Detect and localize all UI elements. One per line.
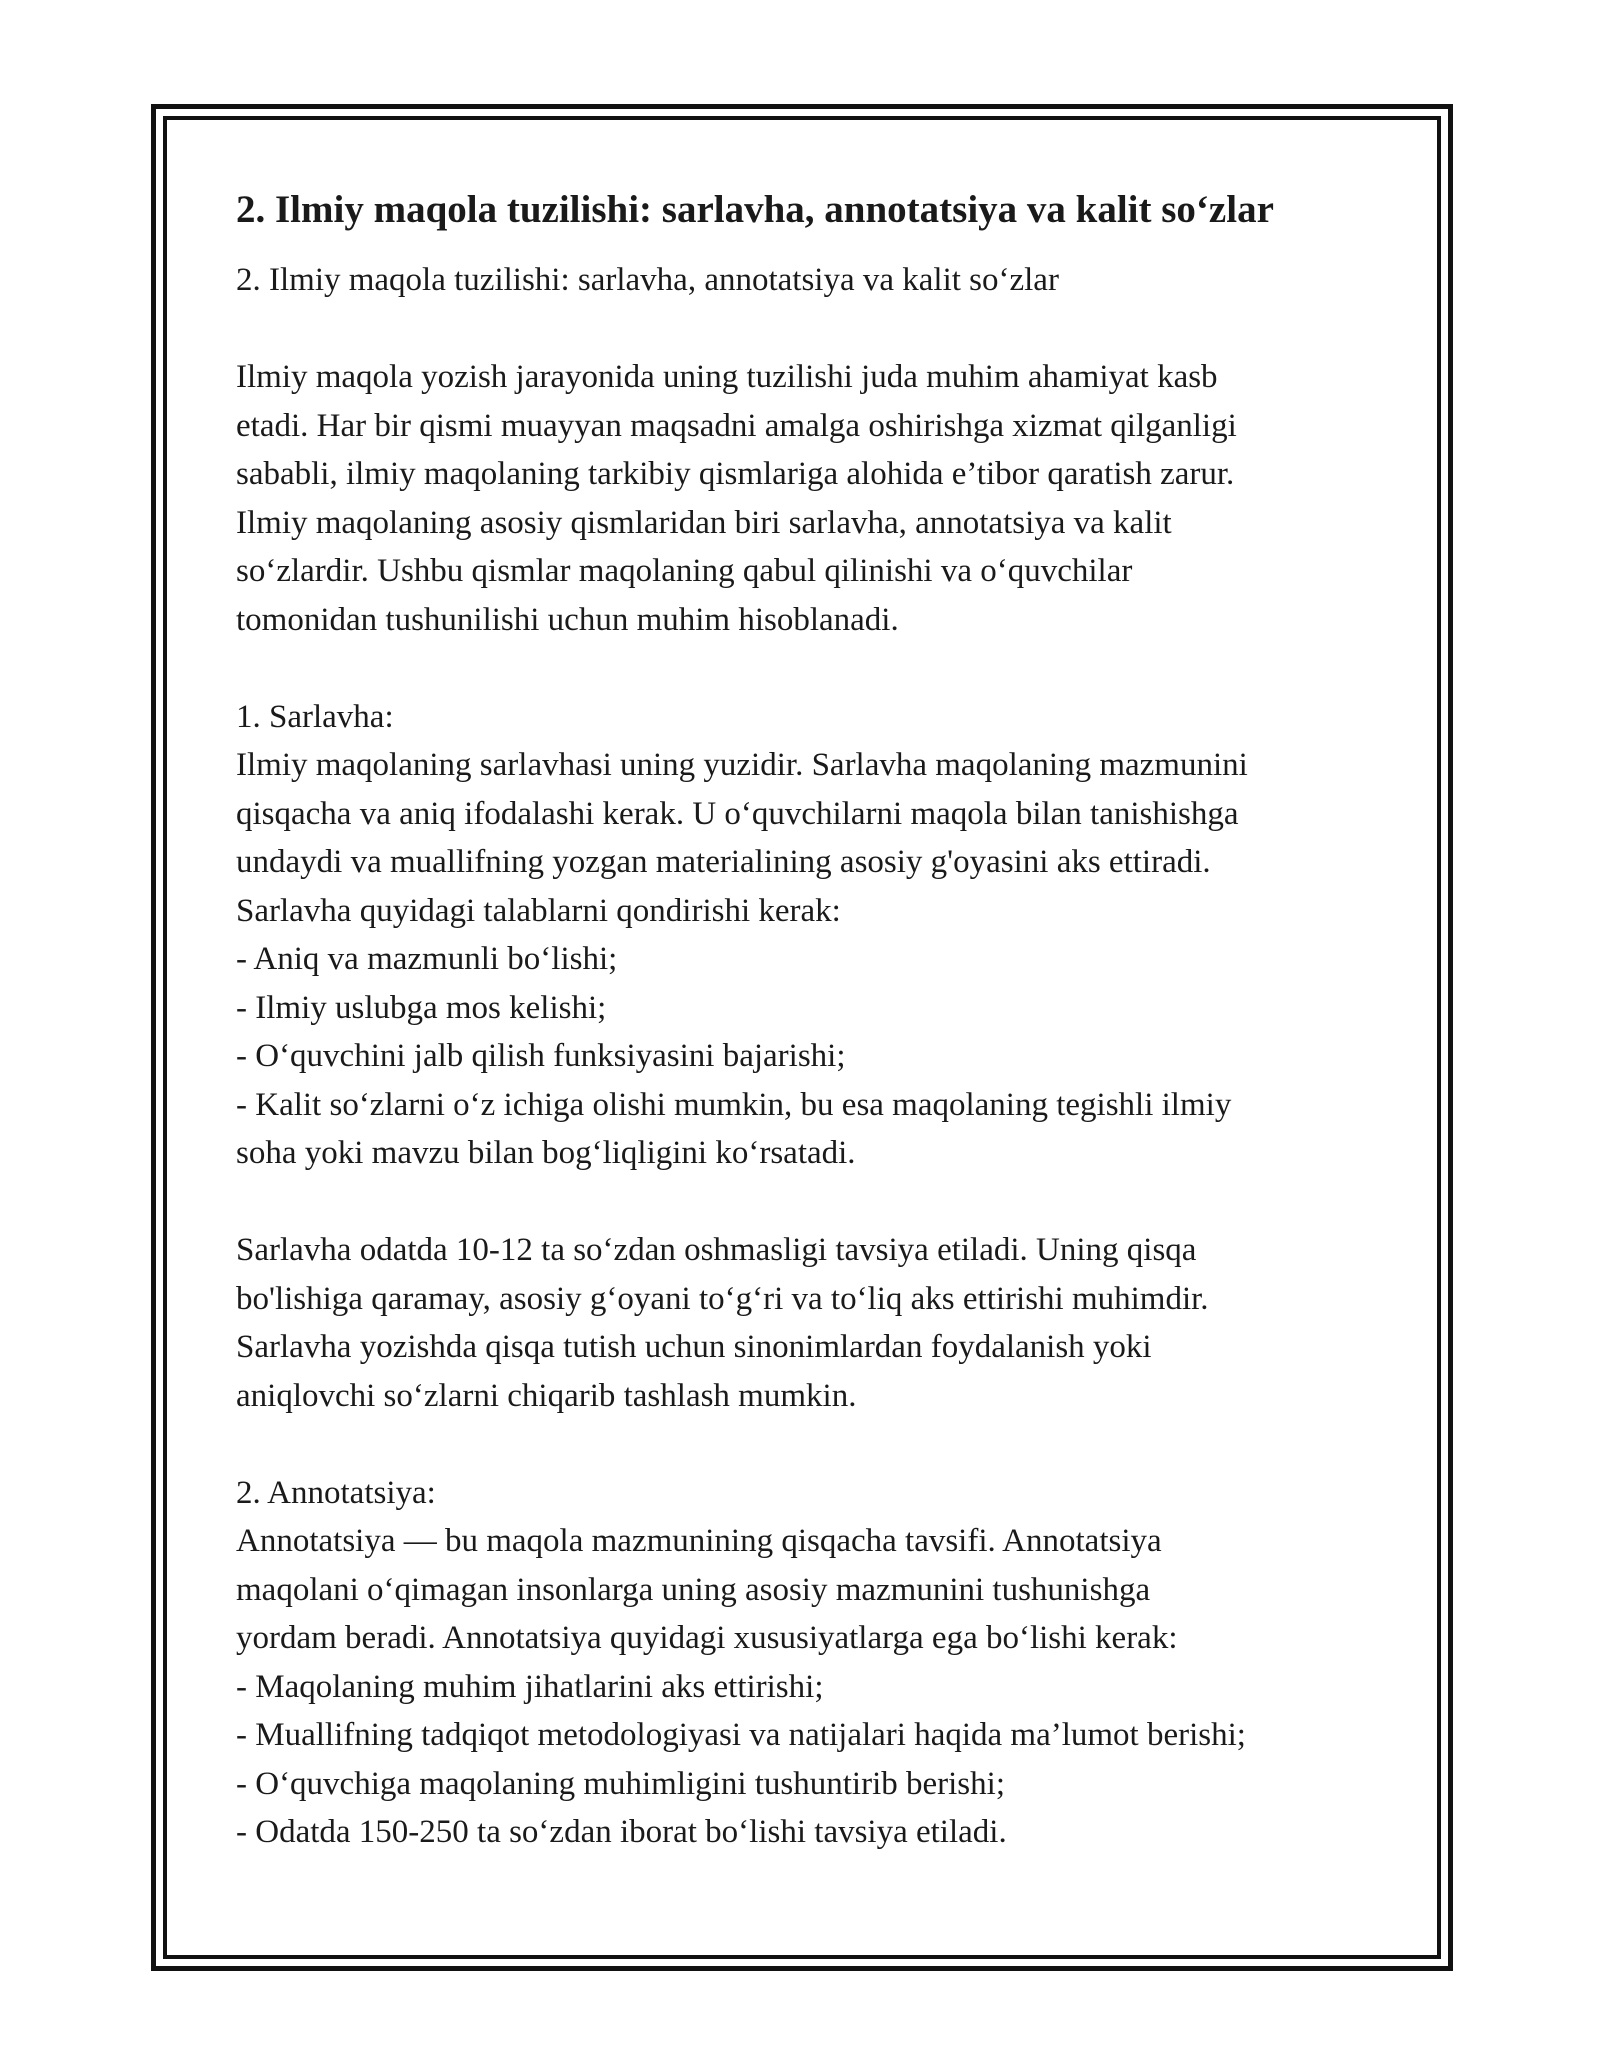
list-item: - Ilmiy uslubga mos kelishi; <box>236 989 607 1026</box>
section-line: undaydi va muallifning yozgan materialining asosiy g'oyasini aks ettiradi. <box>236 844 1211 880</box>
paragraph-gap <box>236 644 1376 693</box>
section-line: yordam beradi. Annotatsiya quyidagi xususiyatlarga ega bo‘lishi kerak: <box>236 1620 1178 1656</box>
document-subheading: 2. Ilmiy maqola tuzilishi: sarlavha, annotatsiya va kalit so‘zlar <box>236 262 1059 298</box>
intro-line: tomonidan tushunilishi uchun muhim hisoblanadi. <box>236 601 899 638</box>
intro-line: Ilmiy maqolaning asosiy qismlaridan biri sarlavha, annotatsiya va kalit <box>236 504 1172 541</box>
note-line: Sarlavha odatda 10-12 ta so‘zdan oshmasligi tavsiya etiladi. Uning qisqa <box>236 1232 1197 1268</box>
section-annotatsiya <box>236 1469 1376 1857</box>
section-line: Sarlavha quyidagi talablarni qondirishi kerak: <box>236 892 841 929</box>
list-item: - Aniq va mazmunli bo‘lishi; <box>236 941 618 977</box>
note-line: aniqlovchi so‘zlarni chiqarib tashlash mumkin. <box>236 1377 857 1414</box>
section-line: maqolani o‘qimagan insonlarga uning asosiy mazmunini tushunishga <box>236 1571 1151 1608</box>
section-line: qisqacha va aniq ifodalashi kerak. U o‘quvchilarni maqola bilan tanishishga <box>236 795 1239 832</box>
sarlavha-note-paragraph <box>236 1226 1376 1420</box>
document-heading: 2. Ilmiy maqola tuzilishi: sarlavha, annotatsiya va kalit so‘zlar <box>236 188 1274 231</box>
list-item: - Odatda 150-250 ta so‘zdan iborat bo‘lishi tavsiya etiladi. <box>236 1814 1007 1850</box>
paragraph-gap <box>236 1420 1376 1469</box>
note-line: bo'lishiga qaramay, asosiy g‘oyani to‘g‘ri va to‘liq aks ettirishi muhimdir. <box>236 1280 1209 1317</box>
list-item: - Maqolaning muhim jihatlarini aks ettirishi; <box>236 1668 824 1705</box>
document-body <box>236 186 1376 1857</box>
intro-line: sababli, ilmiy maqolaning tarkibiy qismlariga alohida e’tibor qaratish zarur. <box>236 456 1235 492</box>
list-item-continuation: soha yoki mavzu bilan bog‘liqligini ko‘rsatadi. <box>236 1135 856 1171</box>
note-line: Sarlavha yozishda qisqa tutish uchun sinonimlardan foydalanish yoki <box>236 1329 1152 1365</box>
intro-line: Ilmiy maqola yozish jarayonida uning tuzilishi juda muhim ahamiyat kasb <box>236 359 1218 395</box>
paragraph-gap <box>236 305 1376 354</box>
section-sarlavha <box>236 693 1376 1178</box>
list-item: - Muallifning tadqiqot metodologiyasi va natijalari haqida ma’lumot berishi; <box>236 1717 1246 1753</box>
section-line: Ilmiy maqolaning sarlavhasi uning yuzidir. Sarlavha maqolaning mazmunini <box>236 747 1248 783</box>
section-line: Annotatsiya — bu maqola mazmunining qisqacha tavsifi. Annotatsiya <box>236 1523 1162 1559</box>
paragraph-gap <box>236 1178 1376 1227</box>
list-item: - O‘quvchiga maqolaning muhimligini tushuntirib berishi; <box>236 1765 1005 1802</box>
section-title: 2. Annotatsiya: <box>236 1474 436 1511</box>
intro-paragraph <box>236 353 1376 644</box>
intro-line: so‘zlardir. Ushbu qismlar maqolaning qabul qilinishi va o‘quvchilar <box>236 553 1133 589</box>
intro-line: etadi. Har bir qismi muayyan maqsadni amalga oshirishga xizmat qilganligi <box>236 407 1237 444</box>
list-item: - Kalit so‘zlarni o‘z ichiga olishi mumkin, bu esa maqolaning tegishli ilmiy <box>236 1086 1232 1123</box>
list-item: - O‘quvchini jalb qilish funksiyasini bajarishi; <box>236 1038 846 1074</box>
section-title: 1. Sarlavha: <box>236 698 394 735</box>
